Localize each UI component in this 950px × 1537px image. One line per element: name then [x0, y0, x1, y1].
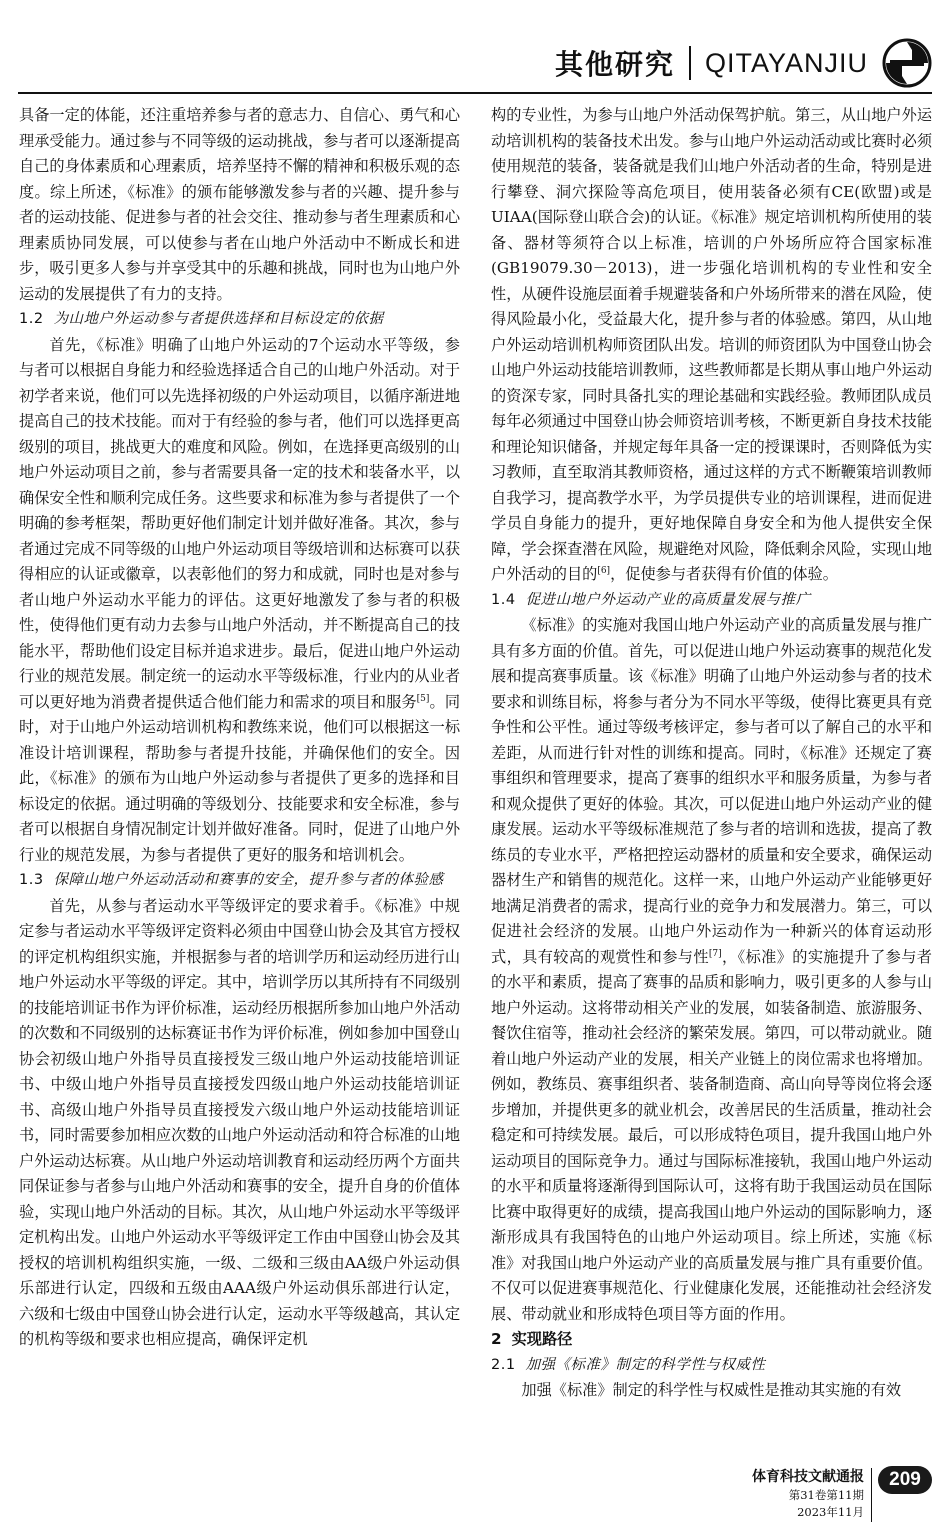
section-number: 1.3	[19, 872, 44, 888]
section-title-cn: 其他研究	[554, 48, 675, 81]
section-heading-1-2	[19, 307, 460, 333]
paragraph-text: 《标准》的实施对我国山地户外运动产业的高质量发展与推广具有多方面的价值。首先，可以促进山地户外运动赛事的规范化发展和提高赛事质量。该《标准》明确了山地户外运动参与者的技术要求和训练目标，将参与者分为不同水平等级，使得比赛更具有竞争性和公平性。通过等级考核评定，参与者可以了解自己的水平和差距，从而进行针对性的训练和提高。同时，《标准》还规定了赛事组织和管理要求，提高了赛事的组织水平和服务质量，为参与者和观众提供了更好的体验。其次，可以促进山地户外运动产业的健康发展。运动水平等级标准规范了参与者的培训和选拔，提高了教练员的专业水平，严格把控运动器材的质量和安全要求，确保运动器材生产和销售的规范化。这样一来，山地户外运动产业能够更好地满足消费者的需求，提高行业的竞争力和发展潜力。第三，可以促进社会经济的发展。山地户外运动作为一种新兴的体育运动形式，具有较高的观赏性和参与性	[491, 616, 932, 966]
right-column	[491, 103, 932, 1404]
section-title-en: QITAYANJIU	[704, 47, 868, 78]
journal-issue: 第31卷第11期	[788, 1488, 864, 1502]
footer-divider	[871, 1468, 872, 1522]
section-heading-2	[491, 1327, 932, 1353]
paragraph	[491, 103, 932, 588]
section-title: 促进山地户外运动产业的高质量发展与推广	[525, 591, 811, 608]
section-number: 2.1	[491, 1356, 516, 1373]
citation-ref: [5]	[416, 693, 430, 704]
section-title: 为山地户外运动参与者提供选择和目标设定的依据	[53, 311, 384, 327]
paragraph-text: 首先，《标准》明确了山地户外运动的7个运动水平等级，参与者可以根据自身能力和经验选择适合自己的山地户外活动。对于初学者来说，他们可以先选择初级的户外运动项目，以循序渐进地提高自己的技术技能。而对于有经验的参与者，他们可以选择更高级别的项目，挑战更大的难度和风险。例如，在选择更高级别的山地户外运动项目之前，参与者需要具备一定的技术和装备水平，以确保安全性和顺利完成任务。这些要求和标准为参与者提供了一个明确的参考框架，帮助更好他们制定计划并做好准备。其次，参与者通过完成不同等级的山地户外运动项目等级培训和达标赛可以获得相应的认证或徽章，以表彰他们的努力和成就，同时也是对参与者山地户外运动水平能力的评估。这更好地激发了参与者的积极性，使得他们更有动力去参与山地户外活动，并不断提高自己的技能水平，帮助他们设定目标并追求进步。最后，促进山地户外运动行业的规范发展。制定统一的运动水平等级标准，行业内的从业者可以更好地为消费者提供适合他们能力和需求的项目和服务	[19, 335, 460, 711]
section-title: 实现路径	[511, 1330, 573, 1348]
page-number: 209	[878, 1466, 932, 1494]
section-number: 1.2	[19, 311, 44, 327]
citation-ref: [6]	[597, 565, 611, 576]
journal-name: 体育科技文献通报	[752, 1469, 864, 1485]
paragraph-text: ，《标准》的实施提升了参与者的水平和素质，提高了赛事的品质和影响力，吸引更多的人参与山地户外运动。这将带动相关产业的发展，如装备制造、旅游服务、餐饮住宿等，推动社会经济的繁荣发展。第四，可以带动就业。随着山地户外运动产业的发展，相关产业链上的岗位需求也将增加。例如，教练员、赛事组织者、装备制造商、高山向导等岗位将会逐步增加，并提供更多的就业机会，改善居民的生活质量，推动社会稳定和可持续发展。最后，可以形成特色项目，提升我国山地户外运动项目的国际竞争力。通过与国际标准接轨，我国山地户外运动的水平和质量将逐渐得到国际认可，这将有助于我国运动员在国际比赛中取得更好的成绩，提高我国山地户外运动的国际影响力，逐渐形成具有我国特色的山地户外运动项目。综上所述，实施《标准》对我国山地户外运动产业的高质量发展与推广具有重要价值。不仅可以促进赛事规范化、行业健康化发展，还能推动社会经济发展、带动就业和形成特色项目等方面的作用。	[491, 947, 932, 1323]
page-footer	[632, 1464, 932, 1524]
header-rule	[18, 92, 932, 94]
paragraph: 首先，从参与者运动水平等级评定的要求着手。《标准》中规定参与者运动水平等级评定资料必须由中国登山协会及其官方授权的评定机构组织实施，并根据参与者的培训学历和运动经历进行山地户外运动水平等级的评定。其中，培训学历以其所持有不同级别的技能培训证书作为评价标准，运动经历根据所参加山地户外活动的次数和不同级别的达标赛证书作为评价标准，例如参加中国登山协会初级山地户外指导员直接授发三级山地户外运动技能培训证书、中级山地户外指导员直接授发四级山地户外运动技能培训证书、高级山地户外指导员直接授发六级山地户外运动技能培训证书，同时需要参加相应次数的山地户外运动活动和符合标准的山地户外运动达标赛。从山地户外运动培训教育和运动经历两个方面共同保证参与者参与山地户外活动和赛事的安全，提升自身的价值体验，实现山地户外活动的目标。其次，从山地户外运动水平等级评定机构出发。山地户外运动水平等级评定工作由中国登山协会及其授权的培训机构组织实施，一级、二级和三级由AA级户外运动俱乐部进行认定，四级和五级由AAA级户外运动俱乐部进行认定，六级和七级由中国登山协会进行认定，运动水平等级越高，其认定的机构等级和要求也相应提高，确保评定机	[19, 896, 460, 1348]
paragraph: 加强《标准》制定的科学性与权威性是推动其实施的有效	[521, 1381, 902, 1399]
paragraph: 具备一定的体能，还注重培养参与者的意志力、自信心、勇气和心理承受能力。通过参与不同等级的运动挑战，参与者可以逐渐提高自己的身体素质和心理素质，培养坚持不懈的精神和积极乐观的态度。综上所述，《标准》的颁布能够激发参与者的兴趣、提升参与者的运动技能、促进参与者的社会交往、推动参与者生理素质和心理素质协同发展，可以使参与者在山地户外活动中不断成长和进步，吸引更多人参与并享受其中的乐趣和挑战，同时也为山地户外运动的发展提供了有力的支持。	[19, 106, 460, 303]
section-number: 1.4	[491, 591, 516, 608]
paragraph-text: ，促使参与者获得有价值的体验。	[610, 565, 838, 583]
page-header	[555, 36, 932, 90]
citation-ref: [7]	[708, 948, 722, 959]
paragraph	[491, 613, 932, 1327]
section-heading-1-4	[491, 588, 932, 614]
section-heading-1-3	[19, 868, 460, 894]
section-heading-2-1	[491, 1353, 932, 1379]
section-title: 加强《标准》制定的科学性与权威性	[525, 1356, 766, 1373]
paragraph	[19, 333, 460, 869]
left-column	[19, 103, 460, 1353]
journal-date: 2023年11月	[797, 1505, 864, 1519]
paragraph-text: 构的专业性，为参与山地户外活动保驾护航。第三，从山地户外运动培训机构的装备技术出发。参与山地户外运动活动或比赛时必须使用规范的装备，装备就是我们山地户外活动者的生命，特别是进行攀登、洞穴探险等高危项目，使用装备必须有CE(欧盟)或是UIAA(国际登山联合会)的认证。《标准》规定培训机构所使用的装备、器材等须符合以上标准，培训的户外场所应符合国家标准(GB19079.30－2013)，进一步强化培训机构的专业性和安全性，从硬件设施层面着手规避装备和户外场所带来的潜在风险，使得风险最小化，受益最大化，提升参与者的体验感。第四，从山地户外运动培训机构师资团队出发。培训的师资团队为中国登山协会山地户外运动技能培训教师，这些教师都是长期从事山地户外运动的资深专家，同时具备扎实的理论基础和实践经验。教师团队成员每年必须通过中国登山协会师资培训考核，不断更新自身技术技能和理论知识储备，并规定每年具备一定的授课课时，否则降低为实习教师，直至取消其教师资格，通过这样的方式不断鞭策培训教师自我学习，提高教学水平，为学员提供专业的培训课程，进而促进学员自身能力的提升，更好地保障自身安全和为他人提供安全保障，学会探查潜在风险，规避绝对风险，降低剩余风险，实现山地户外活动的目的	[491, 106, 932, 583]
section-number: 2	[491, 1330, 502, 1348]
paragraph-text: 。同时，对于山地户外运动培训机构和教练来说，他们可以根据这一标准设计培训课程，帮助参与者提升技能，并确保他们的安全。因此，《标准》的颁布为山地户外运动参与者提供了更多的选择和目标设定的依据。通过明确的等级划分、技能要求和安全标准，参与者可以根据自身情况制定计划并做好准备。同时，促进了山地户外行业的规范发展，为参与者提供了更好的服务和培训机会。	[19, 692, 461, 864]
section-title: 保障山地户外运动活动和赛事的安全，提升参与者的体验感	[53, 872, 444, 888]
journal-logo-icon	[882, 38, 932, 88]
